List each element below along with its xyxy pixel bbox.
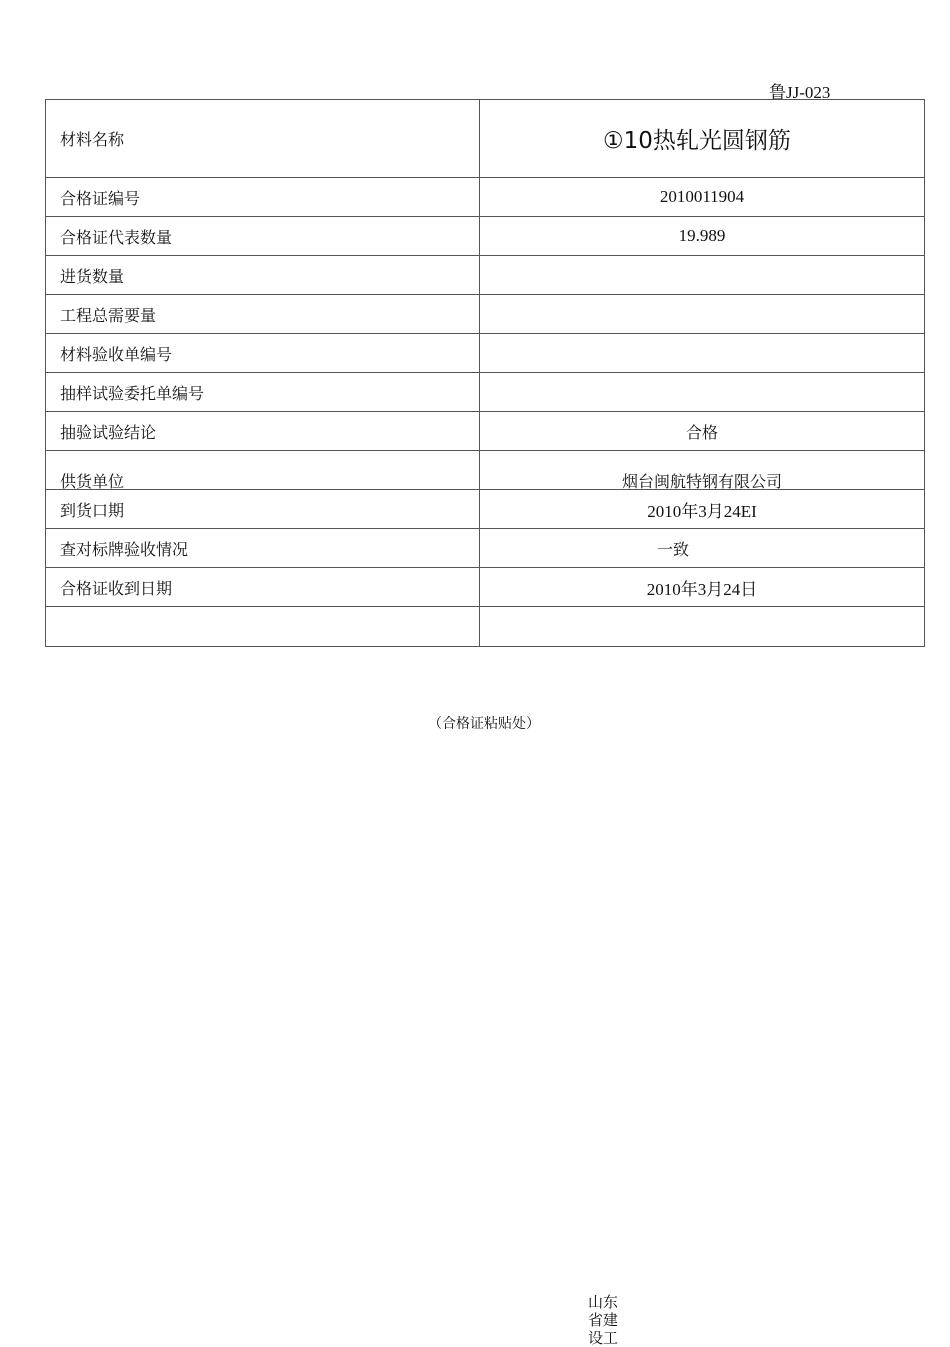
row-arrival-date — [46, 490, 925, 529]
value-certificate-quantity: 19.989 — [480, 217, 925, 256]
value-purchase-quantity — [480, 256, 925, 295]
row-total-requirement — [46, 295, 925, 334]
label-material-name: 材料名称 — [46, 100, 480, 178]
certificate-form-table — [45, 99, 925, 647]
value-test-conclusion: 合格 — [480, 412, 925, 451]
form-code: 鲁JJ-023 — [769, 83, 831, 102]
row-test-conclusion — [46, 412, 925, 451]
footer-fragment: 山东省建设工 — [588, 1293, 619, 1347]
value-supplier-text: 烟台闽航特钢有限公司 — [621, 472, 782, 491]
label-certificate-number: 合格证编号 — [46, 178, 480, 217]
value-supplier — [480, 451, 925, 490]
row-sampling-order-number — [46, 373, 925, 412]
row-tag-check — [46, 529, 925, 568]
row-certificate-number — [46, 178, 925, 217]
label-empty — [46, 607, 480, 647]
label-sampling-order-number: 抽样试验委托单编号 — [46, 373, 480, 412]
value-certificate-received-date: 2010年3月24日 — [480, 568, 925, 607]
value-certificate-number: 2010011904 — [480, 178, 925, 217]
value-sampling-order-number — [480, 373, 925, 412]
label-total-requirement: 工程总需要量 — [46, 295, 480, 334]
value-arrival-date: 2010年3月24EI — [480, 490, 925, 529]
row-purchase-quantity — [46, 256, 925, 295]
value-tag-check: 一致 — [480, 529, 925, 568]
certificate-paste-note: （合格证粘贴处） — [428, 716, 540, 732]
row-certificate-quantity — [46, 217, 925, 256]
value-total-requirement — [480, 295, 925, 334]
label-supplier-text: 供货单位 — [60, 472, 125, 491]
value-material-name: ①10热轧光圆钢筋 — [480, 100, 925, 178]
row-material-name — [46, 100, 925, 178]
row-supplier — [46, 451, 925, 490]
row-acceptance-number — [46, 334, 925, 373]
label-certificate-received-date: 合格证收到日期 — [46, 568, 480, 607]
label-tag-check: 查对标牌验收情况 — [46, 529, 480, 568]
label-purchase-quantity: 进货数量 — [46, 256, 480, 295]
value-empty — [480, 607, 925, 647]
row-empty — [46, 607, 925, 647]
value-acceptance-number — [480, 334, 925, 373]
row-certificate-received-date — [46, 568, 925, 607]
label-supplier — [46, 451, 480, 490]
label-certificate-quantity: 合格证代表数量 — [46, 217, 480, 256]
label-arrival-date: 到货口期 — [46, 490, 480, 529]
label-test-conclusion: 抽验试验结论 — [46, 412, 480, 451]
label-acceptance-number: 材料验收单编号 — [46, 334, 480, 373]
